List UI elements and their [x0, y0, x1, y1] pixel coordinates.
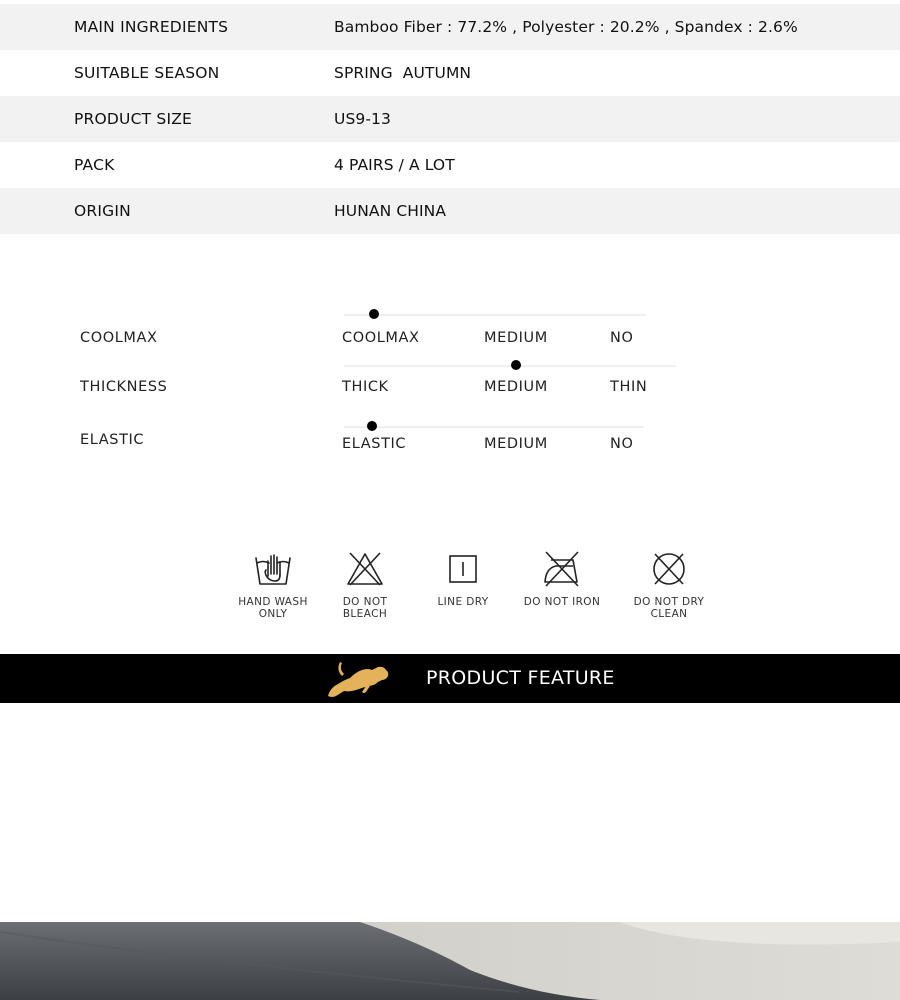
spec-value: US9-13 — [334, 110, 391, 128]
no-iron-icon — [542, 550, 582, 588]
spec-label: PRODUCT SIZE — [74, 110, 193, 128]
care-label: DO NOT DRY CLEAN — [633, 596, 705, 620]
spec-value: HUNAN CHINA — [334, 202, 447, 220]
spec-value: 4 PAIRS / A LOT — [334, 156, 455, 174]
spec-table — [0, 4, 900, 234]
leaping-lion-icon — [326, 658, 392, 700]
rating-option: ELASTIC — [342, 436, 407, 452]
product-feature-banner — [0, 654, 900, 703]
product-photo-image — [0, 922, 900, 1000]
care-label: DO NOT IRON — [523, 596, 601, 608]
rating-option: NO — [610, 436, 634, 452]
rating-label: COOLMAX — [80, 330, 158, 346]
line-dry-icon — [443, 550, 483, 588]
product-photo — [0, 922, 900, 1000]
care-label: HAND WASH ONLY — [238, 596, 308, 620]
spec-row-pack — [0, 142, 900, 188]
rating-track — [344, 314, 646, 316]
rating-option: THIN — [610, 379, 648, 395]
rating-marker — [369, 309, 379, 319]
rating-marker — [511, 360, 521, 370]
hand-wash-icon — [253, 550, 293, 588]
rating-marker — [367, 421, 377, 431]
rating-option: COOLMAX — [342, 330, 420, 346]
spec-label: ORIGIN — [74, 202, 131, 220]
care-no-dry-clean — [614, 550, 724, 620]
rating-option: NO — [610, 330, 634, 346]
rating-option: MEDIUM — [484, 379, 548, 395]
spec-label: MAIN INGREDIENTS — [74, 18, 229, 36]
spec-value: Bamboo Fiber : 77.2% , Polyester : 20.2% , Spandex : 2.6% — [334, 18, 798, 36]
rating-track — [344, 365, 676, 367]
spec-row-suitable-season — [0, 50, 900, 96]
care-line-dry — [408, 550, 518, 608]
no-bleach-icon — [345, 550, 385, 588]
spec-label: PACK — [74, 156, 115, 174]
spec-row-main-ingredients — [0, 4, 900, 50]
spec-value: SPRING AUTUMN — [334, 64, 472, 82]
rating-option: THICK — [342, 379, 389, 395]
rating-label: ELASTIC — [80, 432, 145, 448]
rating-option: MEDIUM — [484, 436, 548, 452]
spec-label: SUITABLE SEASON — [74, 64, 220, 82]
care-label: LINE DRY — [437, 596, 489, 608]
banner-title: PRODUCT FEATURE — [426, 667, 615, 689]
spec-row-product-size — [0, 96, 900, 142]
rating-track — [344, 426, 644, 428]
care-label: DO NOT BLEACH — [342, 596, 388, 620]
spec-row-origin — [0, 188, 900, 234]
care-no-iron — [507, 550, 617, 608]
care-no-bleach — [310, 550, 420, 620]
rating-label: THICKNESS — [80, 379, 168, 395]
rating-option: MEDIUM — [484, 330, 548, 346]
no-dry-clean-icon — [649, 550, 689, 588]
